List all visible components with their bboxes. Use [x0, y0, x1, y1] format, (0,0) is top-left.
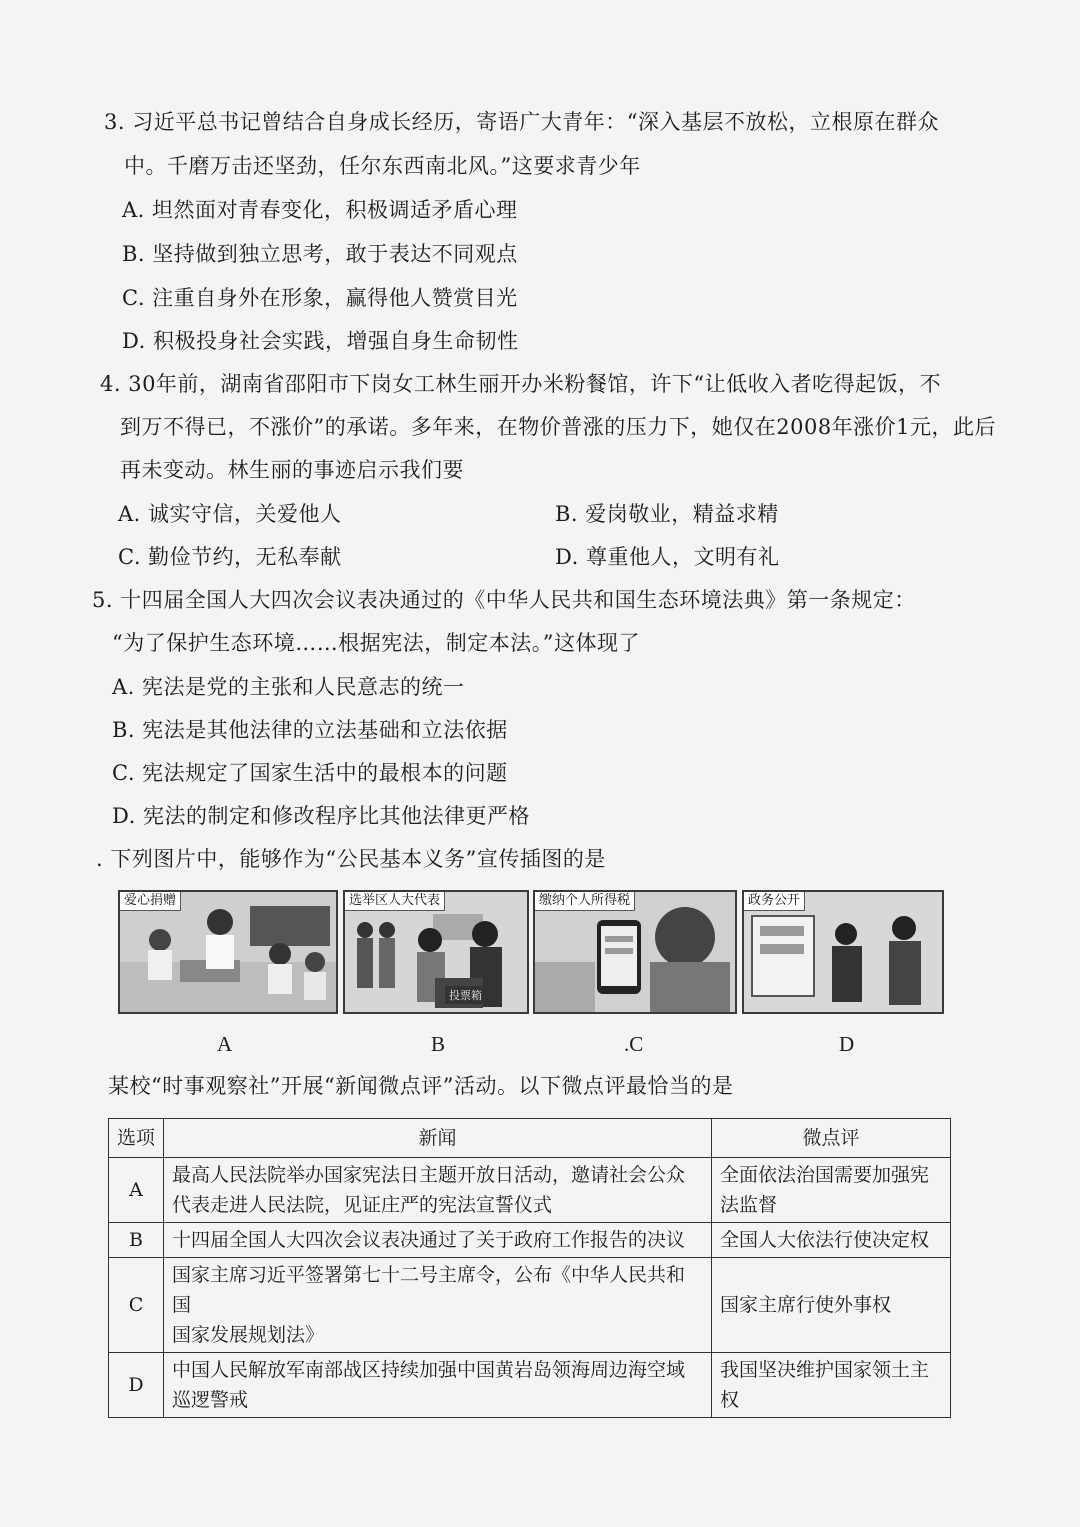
- q3-stem-line-1: 3. 习近平总书记曾结合自身成长经历，寄语广大青年：“深入基层不放松，立根原在群众: [104, 110, 939, 134]
- q6-stem: . 下列图片中，能够作为“公民基本义务”宣传插图的是: [96, 847, 606, 871]
- q3-option-c: C. 注重自身外在形象，赢得他人赞赏目光: [122, 286, 518, 310]
- picture-a-donation: [118, 890, 338, 1014]
- row-comment: 全面依法治国需要加强宪 法监督: [712, 1158, 951, 1223]
- table-header-row: [109, 1119, 951, 1158]
- q3-option-a: A. 坦然面对青春变化，积极调适矛盾心理: [122, 198, 518, 222]
- picture-label-c: .C: [624, 1032, 644, 1056]
- picture-b-election: [343, 890, 529, 1014]
- picture-label-b: B: [431, 1032, 446, 1056]
- table-row: [109, 1353, 951, 1418]
- table-row: [109, 1223, 951, 1258]
- q5-option-b: B. 宪法是其他法律的立法基础和立法依据: [112, 718, 508, 742]
- q4-stem-line-1: 4. 30年前，湖南省邵阳市下岗女工林生丽开办米粉餐馆，许下“让低收入者吃得起饭，不: [100, 372, 942, 396]
- row-news: 十四届全国人大四次会议表决通过了关于政府工作报告的决议: [164, 1223, 712, 1258]
- picture-b-caption: 选举区人大代表: [345, 892, 445, 911]
- row-news: 中国人民解放军南部战区持续加强中国黄岩岛领海周边海空域 巡逻警戒: [164, 1353, 712, 1418]
- header-news: 新闻: [164, 1119, 712, 1158]
- q3-option-d: D. 积极投身社会实践，增强自身生命韧性: [122, 329, 519, 353]
- table-row: [109, 1258, 951, 1353]
- row-option: A: [109, 1158, 164, 1223]
- row-comment: 我国坚决维护国家领土主权: [712, 1353, 951, 1418]
- q3-option-b: B. 坚持做到独立思考，敢于表达不同观点: [122, 242, 518, 266]
- row-comment: 国家主席行使外事权: [712, 1258, 951, 1353]
- header-option: 选项: [109, 1119, 164, 1158]
- q7-stem: 某校“时事观察社”开展“新闻微点评”活动。以下微点评最恰当的是: [108, 1074, 734, 1098]
- table-row: [109, 1158, 951, 1223]
- picture-a-caption: 爱心捐赠: [120, 892, 181, 911]
- q5-stem-line-2: “为了保护生态环境……根据宪法，制定本法。”这体现了: [112, 631, 640, 655]
- picture-label-d: D: [839, 1032, 855, 1056]
- row-option: D: [109, 1353, 164, 1418]
- news-comment-table: [108, 1118, 951, 1418]
- ballot-box-sign: 投票箱: [445, 986, 486, 1004]
- picture-d-government: [742, 890, 944, 1014]
- q4-option-a: A. 诚实守信，关爱他人: [118, 502, 342, 526]
- row-comment: 全国人大依法行使决定权: [712, 1223, 951, 1258]
- q5-option-c: C. 宪法规定了国家生活中的最根本的问题: [112, 761, 508, 785]
- q4-option-d: D. 尊重他人，文明有礼: [555, 545, 780, 569]
- q4-stem-line-3: 再未变动。林生丽的事迹启示我们要: [120, 458, 464, 482]
- q4-stem-line-2: 到万不得已，不涨价”的承诺。多年来，在物价普涨的压力下，她仅在2008年涨价1元，此后: [120, 415, 997, 439]
- q5-stem-line-1: 5. 十四届全国人大四次会议表决通过的《中华人民共和国生态环境法典》第一条规定：: [92, 588, 916, 612]
- q4-option-b: B. 爱岗敬业，精益求精: [555, 502, 779, 526]
- header-comment: 微点评: [712, 1119, 951, 1158]
- q3-stem-line-2: 中。千磨万击还坚劲，任尔东西南北风。”这要求青少年: [124, 154, 641, 178]
- row-news: 国家主席习近平签署第七十二号主席令，公布《中华人民共和国 国家发展规划法》: [164, 1258, 712, 1353]
- row-option: C: [109, 1258, 164, 1353]
- picture-d-caption: 政务公开: [744, 892, 805, 911]
- row-news: 最高人民法院举办国家宪法日主题开放日活动，邀请社会公众 代表走进人民法院，见证庄严的宪法宣誓仪式: [164, 1158, 712, 1223]
- picture-label-a: A: [217, 1032, 233, 1056]
- q5-option-a: A. 宪法是党的主张和人民意志的统一: [112, 675, 465, 699]
- q5-option-d: D. 宪法的制定和修改程序比其他法律更严格: [112, 804, 530, 828]
- picture-c-caption: 缴纳个人所得税: [535, 892, 635, 911]
- q4-option-c: C. 勤俭节约，无私奉献: [118, 545, 342, 569]
- picture-c-tax: [533, 890, 737, 1014]
- row-option: B: [109, 1223, 164, 1258]
